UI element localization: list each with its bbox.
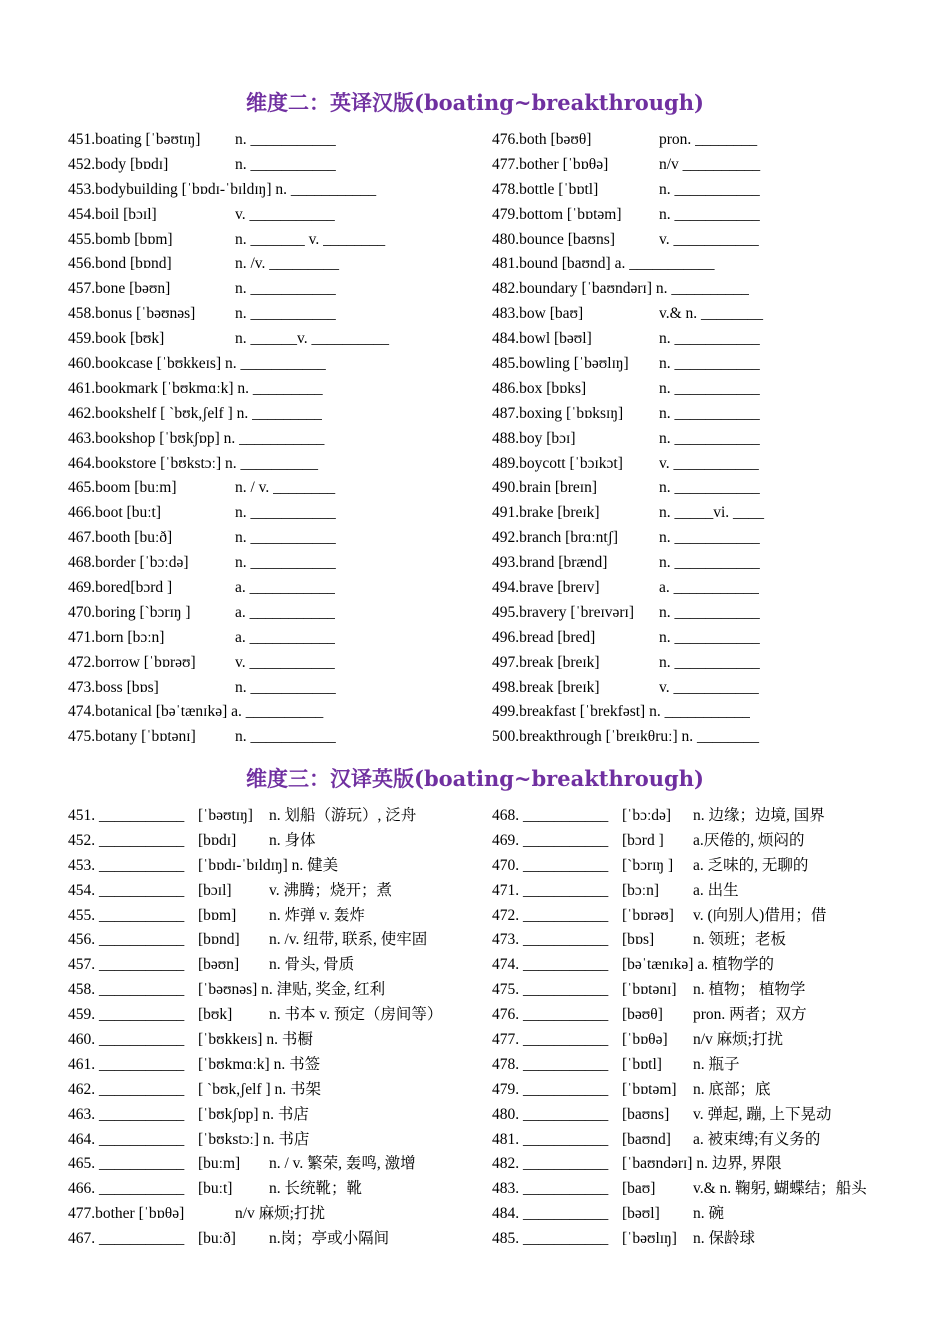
vocab-meaning: pron. 两者；双方 — [693, 1006, 807, 1024]
phonetic: [bəˈtænɪkə] a. 植物学的 — [622, 956, 774, 974]
answer-blank: n. ___________ — [659, 554, 760, 572]
answer-blank: n. ___________ — [235, 529, 336, 547]
phonetic: [bɔrd ] — [622, 831, 664, 849]
phonetic: [ˈbɔːdə] — [622, 807, 672, 824]
answer-blank: 455. ___________ — [68, 906, 185, 924]
vocab-word: 468.border [ˈbɔːdə] — [68, 554, 189, 572]
vocab-meaning: v. 弹起, 蹦, 上下晃动 — [693, 1105, 832, 1123]
vocab-word: 463.bookshop [ˈbʊkʃɒp] n. ___________ — [68, 429, 325, 447]
vocab-word: 488.boy [bɔɪ] — [492, 429, 576, 447]
vocab-meaning: n. 骨头, 骨质 — [269, 956, 355, 974]
phonetic: [bɔɪl] — [198, 881, 232, 899]
vocab-word: 466.boot [buːt] — [68, 504, 161, 522]
phonetic: [ˈbɒθə] — [622, 1031, 668, 1049]
vocab-word: 473.boss [bɒs] — [68, 678, 159, 696]
vocab-word: 472.borrow [ˈbɒrəʊ] — [68, 653, 196, 671]
vocab-word: 452.body [bɒdɪ] — [68, 155, 169, 173]
answer-blank: 476. ___________ — [492, 1006, 609, 1024]
answer-blank: 471. ___________ — [492, 881, 609, 899]
phonetic: [ˈbəʊlɪŋ] — [622, 1230, 677, 1248]
phonetic: [baʊnd] — [622, 1130, 671, 1148]
vocab-meaning: n. 长统靴；靴 — [269, 1180, 363, 1198]
vocab-word: 470.boring [`bɔrɪŋ ] — [68, 603, 191, 621]
phonetic: [ˈbʊkmɑːk] n. 书签 — [198, 1055, 321, 1073]
vocab-word: 479.bottom [ˈbɒtəm] — [492, 205, 622, 223]
answer-blank: 466. ___________ — [68, 1180, 185, 1198]
phonetic: [bəʊl] — [622, 1205, 660, 1223]
answer-blank: n. ___________ — [659, 429, 760, 447]
phonetic: [baʊns] — [622, 1105, 670, 1123]
answer-blank: n. ___________ — [659, 355, 760, 373]
answer-blank: 463. ___________ — [68, 1105, 185, 1123]
vocab-meaning: a. 出生 — [693, 881, 739, 899]
answer-blank: n. ___________ — [659, 379, 760, 397]
vocab-word: 495.bravery [ˈbreɪvərɪ] — [492, 603, 635, 621]
vocab-word: 486.box [bɒks] — [492, 379, 587, 397]
vocab-word: 499.breakfast [ˈbrekfəst] n. ___________ — [492, 703, 750, 721]
vocab-meaning: n/v 麻烦;打扰 — [693, 1031, 783, 1049]
vocab-word: 465.boom [buːm] — [68, 479, 177, 497]
vocab-meaning: n. 书本 v. 预定（房间等） — [269, 1006, 443, 1024]
answer-blank: n. ___________ — [235, 504, 336, 522]
answer-blank: 461. ___________ — [68, 1055, 185, 1073]
vocab-meaning: n. 保龄球 — [693, 1230, 756, 1248]
answer-blank: 485. ___________ — [492, 1230, 609, 1248]
phonetic: [ˈbɒrəʊ] — [622, 906, 674, 924]
answer-blank: 468. ___________ — [492, 807, 609, 824]
answer-blank: n. ___________ — [235, 155, 336, 173]
vocab-meaning: n.岗；亭或小隔间 — [269, 1230, 390, 1248]
vocab-meaning: n. 边缘；边境, 国界 — [693, 807, 825, 824]
answer-blank: 470. ___________ — [492, 856, 609, 874]
answer-blank: v. ___________ — [235, 205, 335, 223]
vocab-meaning: a. 乏味的, 无聊的 — [693, 856, 809, 874]
answer-blank: n. ___________ — [659, 180, 760, 198]
answer-blank: n. ___________ — [659, 205, 760, 223]
vocab-meaning: a.厌倦的, 烦闷的 — [693, 831, 805, 849]
answer-blank: 480. ___________ — [492, 1105, 609, 1123]
vocab-word: 476.both [bəʊθ] — [492, 131, 592, 148]
answer-blank: 459. ___________ — [68, 1006, 185, 1024]
vocab-meaning: n. 碗 — [693, 1205, 725, 1223]
vocab-word: 494.brave [breɪv] — [492, 579, 600, 597]
phonetic: [buːð] — [198, 1230, 236, 1248]
vocab-meaning: v. (向别人)借用；借 — [693, 906, 827, 924]
answer-blank: n. ___________ — [235, 728, 336, 746]
answer-blank: 477. ___________ — [492, 1031, 609, 1049]
answer-blank: 454. ___________ — [68, 881, 185, 899]
vocab-word: 455.bomb [bɒm] — [68, 230, 173, 248]
answer-blank: n. ___________ — [235, 678, 336, 696]
phonetic: [bɒnd] — [198, 931, 240, 949]
vocab-word: 469.bored[bɔrd ] — [68, 579, 173, 597]
vocab-word: 500.breakthrough [ˈbreɪkθruː] n. ________ — [492, 728, 759, 746]
answer-blank: 464. ___________ — [68, 1130, 185, 1148]
answer-blank: 458. ___________ — [68, 981, 185, 999]
answer-blank: n/v __________ — [659, 155, 761, 173]
answer-blank: n. ___________ — [659, 330, 760, 348]
vocab-word: 461.bookmark [ˈbʊkmɑːk] n. _________ — [68, 379, 323, 397]
answer-blank: n. ___________ — [659, 404, 760, 422]
vocab-meaning: a. 被束缚;有义务的 — [693, 1130, 821, 1148]
answer-blank: 478. ___________ — [492, 1055, 609, 1073]
answer-blank: 481. ___________ — [492, 1130, 609, 1148]
phonetic: [buːt] — [198, 1180, 233, 1198]
answer-blank: n. / v. ________ — [235, 479, 336, 497]
phonetic: [buːm] — [198, 1155, 241, 1173]
vocab-meaning: n. 身体 — [269, 831, 316, 849]
answer-blank: 483. ___________ — [492, 1180, 609, 1198]
answer-blank: 456. ___________ — [68, 931, 185, 949]
vocab-word: 458.bonus [ˈbəʊnəs] — [68, 305, 196, 323]
answer-blank: a. ___________ — [659, 579, 759, 597]
answer-blank: 469. ___________ — [492, 831, 609, 849]
vocab-meaning: n. 底部；底 — [693, 1080, 771, 1098]
vocab-word: 489.boycott [ˈbɔɪkɔt] — [492, 454, 623, 472]
vocab-meaning: n. 植物； 植物学 — [693, 981, 806, 999]
vocab-word: 460.bookcase [ˈbʊkkeɪs] n. ___________ — [68, 355, 326, 373]
answer-blank: 474. ___________ — [492, 956, 609, 974]
vocab-word: 467.booth [buːð] — [68, 529, 173, 547]
vocab-meaning: n/v 麻烦;打扰 — [235, 1205, 325, 1223]
vocab-word: 474.botanical [bəˈtænɪkə] a. __________ — [68, 703, 324, 721]
answer-blank: 462. ___________ — [68, 1080, 185, 1098]
answer-blank: 479. ___________ — [492, 1080, 609, 1098]
phonetic: [bɒdɪ] — [198, 831, 237, 849]
vocab-meaning: n. 领班；老板 — [693, 931, 787, 949]
vocab-meaning: n. / v. 繁荣, 轰鸣, 激增 — [269, 1155, 416, 1173]
vocab-word: 480.bounce [baʊns] — [492, 230, 616, 248]
answer-blank: n. /v. _________ — [235, 255, 340, 273]
vocab-word: 496.bread [bred] — [492, 628, 596, 646]
answer-blank: 457. ___________ — [68, 956, 185, 974]
vocab-word: 485.bowling [ˈbəʊlɪŋ] — [492, 355, 629, 373]
vocab-word: 484.bowl [bəʊl] — [492, 330, 592, 348]
answer-blank: a. ___________ — [235, 603, 335, 621]
vocab-meaning: v.& n. 鞠躬, 蝴蝶结；船头 — [693, 1180, 867, 1198]
section2-title: 维度二：英译汉版(boating~breakthrough) — [246, 90, 704, 115]
vocab-word: 493.brand [brænd] — [492, 554, 608, 572]
answer-blank: v.& n. ________ — [659, 305, 764, 323]
phonetic: [bɔːn] — [622, 881, 660, 899]
answer-blank: 475. ___________ — [492, 981, 609, 999]
answer-blank: n. _____vi. ____ — [659, 504, 765, 522]
phonetic: [ˈbɒtl] — [622, 1055, 662, 1073]
answer-blank: 472. ___________ — [492, 906, 609, 924]
vocab-word: 477.bother [ˈbɒθə] — [492, 155, 609, 173]
vocab-word: 457.bone [bəʊn] — [68, 280, 171, 298]
vocab-word: 459.book [bʊk] — [68, 330, 165, 348]
phonetic: [ˈbʊkkeɪs] n. 书橱 — [198, 1031, 313, 1049]
vocab-word: 456.bond [bɒnd] — [68, 255, 172, 273]
phonetic: [bəʊn] — [198, 956, 240, 974]
answer-blank: 484. ___________ — [492, 1205, 609, 1223]
answer-blank: n. ___________ — [235, 305, 336, 323]
vocab-word: 482.boundary [ˈbaʊndərɪ] n. __________ — [492, 280, 749, 298]
vocab-word: 497.break [breɪk] — [492, 653, 600, 671]
phonetic: [bɒm] — [198, 906, 237, 924]
answer-blank: n. ______v. __________ — [235, 330, 389, 348]
vocab-word: 477.bother [ˈbɒθə] — [68, 1205, 185, 1223]
answer-blank: a. ___________ — [235, 579, 335, 597]
vocab-meaning: n. 炸弹 v. 轰炸 — [269, 906, 365, 924]
vocab-word: 475.botany [ˈbɒtənɪ] — [68, 728, 196, 746]
phonetic: [baʊ] — [622, 1180, 656, 1198]
phonetic: [bɒs] — [622, 931, 655, 949]
phonetic: [ˈbɒtənɪ] — [622, 981, 677, 999]
answer-blank: n. ___________ — [659, 479, 760, 497]
answer-blank: n. ___________ — [235, 131, 336, 148]
vocab-meaning: n. 瓶子 — [693, 1055, 740, 1073]
answer-blank: 482. ___________ — [492, 1155, 609, 1173]
answer-blank: 452. ___________ — [68, 831, 185, 849]
vocab-meaning: v. 沸腾；烧开；煮 — [269, 881, 392, 899]
phonetic: [`bɔrɪŋ ] — [622, 856, 674, 874]
vocab-word: 451.boating [ˈbəʊtɪŋ] — [68, 131, 201, 148]
section3-title: 维度三：汉译英版(boating~breakthrough) — [246, 766, 704, 791]
phonetic: [bəʊθ] — [622, 1006, 663, 1024]
answer-blank: n. ___________ — [235, 280, 336, 298]
answer-blank: 453. ___________ — [68, 856, 185, 874]
phonetic: [ˈbaʊndərɪ] n. 边界, 界限 — [622, 1155, 782, 1173]
phonetic: [ˈbəʊtɪŋ] — [198, 807, 253, 824]
answer-blank: n. _______ v. ________ — [235, 230, 386, 248]
answer-blank: pron. ________ — [659, 131, 758, 148]
answer-blank: n. ___________ — [659, 529, 760, 547]
vocab-word: 462.bookshelf [ `bʊk,ʃelf ] n. _________ — [68, 404, 322, 422]
answer-blank: 451. ___________ — [68, 807, 185, 824]
answer-blank: v. ___________ — [235, 653, 335, 671]
phonetic: [ˈbʊkʃɒp] n. 书店 — [198, 1105, 309, 1123]
vocab-meaning: n. /v. 纽带, 联系, 使牢固 — [269, 931, 428, 949]
vocab-word: 453.bodybuilding [ˈbɒdɪ-ˈbɪldɪŋ] n. ___________ — [68, 180, 377, 198]
vocab-meaning: n. 划船（游玩）, 泛舟 — [269, 807, 417, 824]
vocab-word: 483.bow [baʊ] — [492, 305, 584, 323]
answer-blank: n. ___________ — [659, 603, 760, 621]
answer-blank: 465. ___________ — [68, 1155, 185, 1173]
answer-blank: n. ___________ — [659, 628, 760, 646]
vocab-word: 454.boil [bɔɪl] — [68, 205, 157, 223]
vocab-word: 492.branch [brɑːntʃ] — [492, 529, 619, 547]
answer-blank: 467. ___________ — [68, 1230, 185, 1248]
vocab-word: 490.brain [breɪn] — [492, 479, 598, 497]
vocab-word: 487.boxing [ˈbɒksɪŋ] — [492, 404, 624, 422]
phonetic: [ˈbəʊnəs] n. 津贴, 奖金, 红利 — [198, 981, 386, 999]
vocab-word: 471.born [bɔːn] — [68, 628, 165, 646]
phonetic: [ˈbʊkstɔː] n. 书店 — [198, 1130, 310, 1148]
answer-blank: n. ___________ — [235, 554, 336, 572]
vocab-word: 481.bound [baʊnd] a. ___________ — [492, 255, 715, 273]
phonetic: [bʊk] — [198, 1006, 233, 1024]
phonetic: [ˈbɒtəm] — [622, 1080, 677, 1098]
vocab-word: 478.bottle [ˈbɒtl] — [492, 180, 599, 198]
vocab-word: 491.brake [breɪk] — [492, 504, 600, 522]
answer-blank: n. ___________ — [659, 653, 760, 671]
vocab-word: 464.bookstore [ˈbʊkstɔː] n. __________ — [68, 454, 319, 472]
answer-blank: v. ___________ — [659, 230, 759, 248]
phonetic: [ˈbɒdɪ-ˈbɪldɪŋ] n. 健美 — [198, 856, 339, 874]
phonetic: [ `bʊk,ʃelf ] n. 书架 — [198, 1080, 322, 1098]
answer-blank: a. ___________ — [235, 628, 335, 646]
answer-blank: 460. ___________ — [68, 1031, 185, 1049]
answer-blank: v. ___________ — [659, 678, 759, 696]
answer-blank: 473. ___________ — [492, 931, 609, 949]
answer-blank: v. ___________ — [659, 454, 759, 472]
vocab-word: 498.break [breɪk] — [492, 678, 600, 696]
